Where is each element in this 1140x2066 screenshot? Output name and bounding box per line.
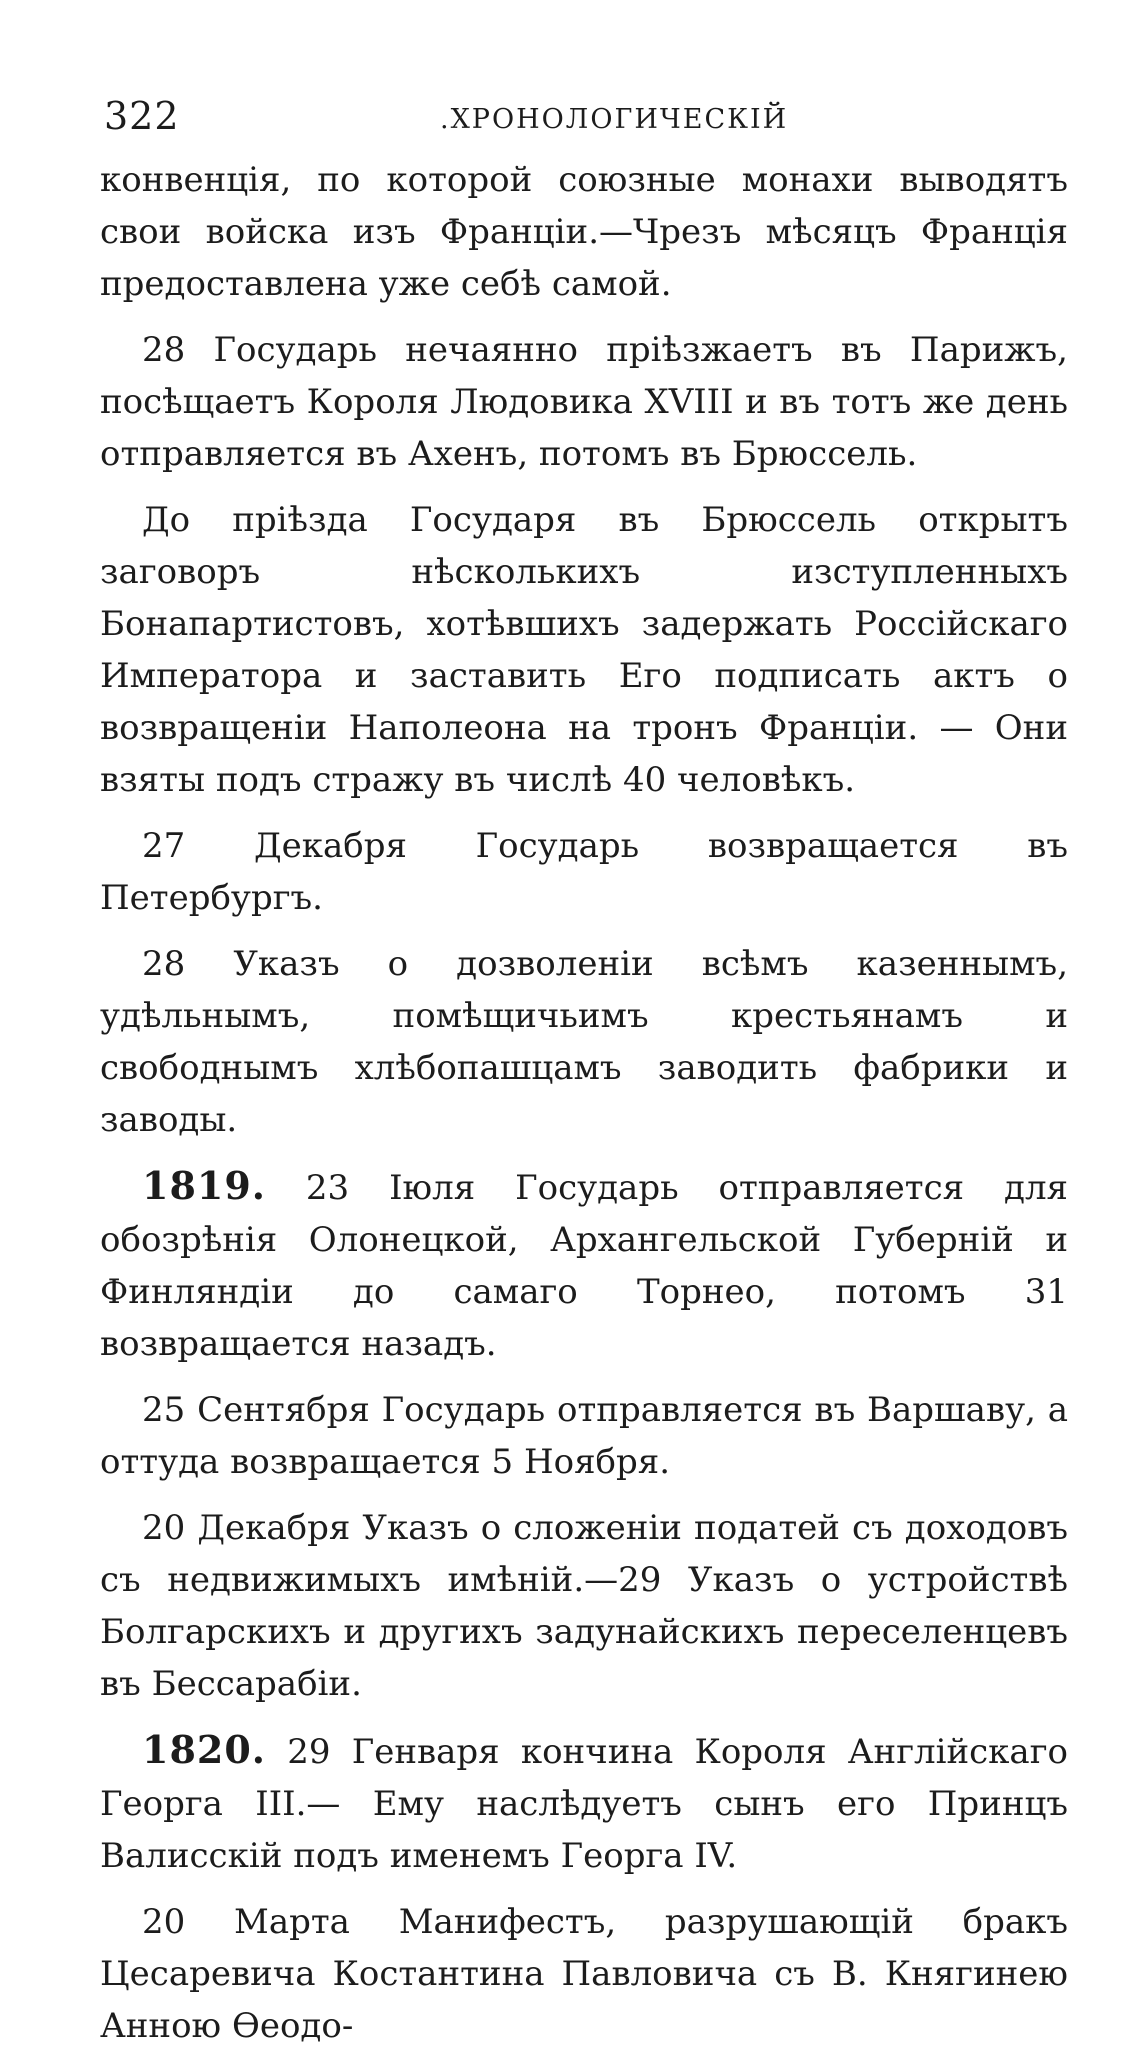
paragraph-text: конвенція, по которой союзные монахи выводятъ свои войска изъ Франціи.—Чрезъ мѣсяцъ Франція предоставлена уже себѣ самой.	[100, 160, 1068, 304]
paragraph-3	[100, 494, 1068, 806]
paragraph-5	[100, 938, 1068, 1146]
paragraph-text: 20 Марта Манифестъ, разрушающій бракъ Цесаревича Костантина Павловича съ В. Княгинею Анною Ѳеодо-	[100, 1902, 1068, 2046]
paragraph-text: 28 Государь нечаянно пріѣзжаетъ въ Парижъ, посѣщаетъ Короля Людовика XVIII и въ тотъ же день отправляется въ Ахенъ, потомъ въ Брюссель.	[100, 330, 1068, 474]
page-number: 322	[104, 94, 180, 138]
paragraph-text: 20 Декабря Указъ о сложеніи податей съ доходовъ съ недвижимыхъ имѣній.—29 Указъ о устройствѣ Болгарскихъ и другихъ задунайскихъ переселенцевъ въ Бессарабіи.	[100, 1508, 1068, 1704]
paragraph-text: 29 Генваря кончина Короля Англійскаго Георга III.— Ему наслѣдуетъ сынъ его Принцъ Валисскій подъ именемъ Георга IV.	[100, 1732, 1068, 1876]
year-heading: 1819.	[142, 1163, 266, 1208]
paragraph-9	[100, 1724, 1068, 1882]
paragraph-10	[100, 1896, 1068, 2052]
paragraph-6	[100, 1160, 1068, 1370]
year-heading: 1820.	[142, 1727, 266, 1772]
paragraph-1	[100, 154, 1068, 310]
paragraph-4	[100, 820, 1068, 924]
paragraph-text: До пріѣзда Государя въ Брюссель открытъ заговоръ нѣсколькихъ изступленныхъ Бонапартистовъ, хотѣвшихъ задержать Россійскаго Императора и заставить Его подписать актъ о возвращеніи Наполеона на тронъ Франціи. — Они взяты подъ стражу въ числѣ 40 человѣкъ.	[100, 500, 1068, 800]
paragraph-8	[100, 1502, 1068, 1710]
paragraph-2	[100, 324, 1068, 480]
paragraph-text: 28 Указъ о дозволеніи всѣмъ казеннымъ, удѣльнымъ, помѣщичьимъ крестьянамъ и свободнымъ хлѣбопашцамъ заводить фабрики и заводы.	[100, 944, 1068, 1140]
paragraph-text: 25 Сентября Государь отправляется въ Варшаву, а оттуда возвращается 5 Ноября.	[100, 1390, 1068, 1482]
paragraph-7	[100, 1384, 1068, 1488]
paragraph-text: 27 Декабря Государь возвращается въ Петербургъ.	[100, 826, 1068, 918]
running-head: .ХРОНОЛОГИЧЕСКІЙ	[440, 104, 789, 135]
page-header	[100, 92, 1068, 140]
book-page	[100, 92, 1068, 2066]
paragraph-text: 23 Іюля Государь отправляется для обозрѣнія Олонецкой, Архангельской Губерній и Финляндіи до самаго Торнео, потомъ 31 возвращается назадъ.	[100, 1168, 1068, 1364]
